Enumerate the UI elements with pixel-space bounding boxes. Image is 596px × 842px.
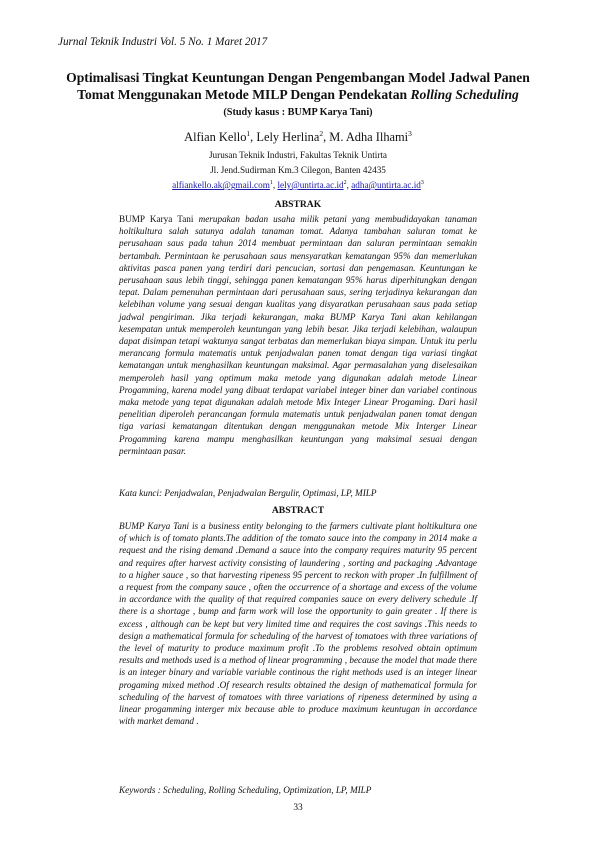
email-3-sup: 3 bbox=[420, 180, 424, 186]
author-3-sup: 3 bbox=[408, 129, 412, 138]
author-1-sup: 1 bbox=[246, 129, 251, 138]
abstrak-lead: BUMP Karya Tani bbox=[119, 214, 194, 224]
title-line-2: Tomat Menggunakan Metode MILP Dengan Pendekatan bbox=[77, 87, 411, 102]
abstract-body: BUMP Karya Tani is a business entity belonging to the farmers cultivate plant holtikultura one of which is of tomato plants.The addition of the tomato sauce into the company in 2014 make a request and the rising demand .Demand a sauce into the company requires maturity 95 percent and requires after harvest activity consisting of laundering , sorting and packaging .Advantage to a higher sauce , so that harvesting ripeness 95 percent to reckon with proper .In fulfillment of a request from the company sauce , often the occurrence of a shortage and excess of the volume in accordance with the quality of that required companies sauce on every delivery schedule .If there is a shortage , bump and farm work will lose the opportunity to gain greater . If there is excess , although can be kept but very limited time and requires the cost savings .This needs to design a mathematical formula for scheduling of the harvest of tomatoes with three variations of the level of maturity to produce maximum profit .To the problems resolved obtain optimum results and methods used is a method of linear programming , because the model that made there is an integer binary and variable variable continous the right methods used is an integer linear progaming mixed method .Of research results obtained the design of mathematical formula for scheduling of the harvest of tomatoes with three variations of ripeness determined by using a linear progamming interger mix because able to produce maximum keuntugan in accordance with market demand . bbox=[119, 521, 477, 727]
author-1: Alfian Kello bbox=[184, 130, 247, 145]
email-link-1[interactable]: alfiankello.ak@gmail.com bbox=[172, 180, 270, 191]
email-1-sup: 1 bbox=[269, 180, 273, 186]
abstrak-heading: ABSTRAK bbox=[274, 199, 322, 210]
author-2: Lely Herlina bbox=[256, 130, 320, 145]
author-3: M. Adha Ilhami bbox=[329, 130, 409, 145]
journal-header: Jurnal Teknik Industri Vol. 5 No. 1 Maret 2017 bbox=[58, 36, 268, 48]
email-2-sup: 2 bbox=[343, 180, 347, 186]
author-2-sup: 2 bbox=[319, 129, 324, 138]
title-line-1: Optimalisasi Tingkat Keuntungan Dengan Pengembangan Model Jadwal Panen bbox=[66, 70, 530, 85]
email-list: alfiankello.ak@gmail.com$^1$, $lely@untirta.ac.id^2$, $adha@untirta.ac.id^3$ bbox=[172, 180, 424, 191]
author-list: Alfian Kello$^1$, Lely Herlina$^2$, M. Adha Ilhami$^3$ bbox=[184, 129, 412, 145]
abstrak-text: merupakan badan usaha milik petani yang membudidayakan tanaman holtikultura salah satunya adalah tanaman tomat. Adanya tambahan saluran tomat ke perusahaan saus pada tahun 2014 membuat permintaan dan saluran permintaan semakin bertambah. Permintaan ke perusahaan saus mensyaratkan kematangan 95% dan memerlukan aktivitas pasca panen yang terdiri dari pencucian, sortasi dan pengemasan. Keuntungan ke perusahaan saus lebih tinggi, sehingga panen kematangan 95% harus diperhitungkan dengan tepat. Dalam pemenuhan permintaan dari perusahaan saus, sering terjadinya kekurangan dan kelebihan volume yang sesuai dengan kualitas yang disyaratkan perusahaan saus pada setiap jadwal pengiriman. Jika terjadi kekurangan, maka BUMP Karya Tani akan kehilangan kesempatan untuk memperoleh keuntungan yang lebih besar. Jika terjadi kelebihan, walaupun dapat disimpan tetapi waktunya sangat terbatas dan memerlukan biaya simpan. Untuk itu perlu merancang formula matematis untuk penjadwalan panen tomat dengan tiga variasi tingkat kematangan untuk menghasilkan keuntungan maksimal. Agar permasalahan yang diselesaikan memperoleh hasil yang optimum maka metode yang digunakan adalah metode Linear Progamming, karena model yang dibuat terdapat variabel integer biner dan variabel continous maka metode yang tepat digunakan adalah metode Mix Integer Linear Progaming. Dari hasil penelitian diperoleh perancangan formula matematis untuk penjadwalan panen tomat dengan tiga variasi kematangan ditentukan dengan menggunakan metode Mix Interger Linear Progamming karena mampu menghasilkan keuntungan yang maksimal sesuai dengan permintaan pasar. bbox=[119, 214, 477, 456]
affiliation-address: Jl. Jend.Sudirman Km.3 Cilegon, Banten 42435 bbox=[210, 165, 386, 175]
page-number: 33 bbox=[293, 803, 303, 813]
title-line-2-italic: Rolling Scheduling bbox=[410, 87, 519, 102]
abstrak-body bbox=[119, 213, 477, 457]
affiliation-department: Jurusan Teknik Industri, Fakultas Teknik Untirta bbox=[208, 150, 388, 160]
paper-title bbox=[40, 69, 556, 103]
email-link-2[interactable]: lely@untirta.ac.id bbox=[277, 180, 344, 191]
abstract-heading: ABSTRACT bbox=[271, 505, 325, 516]
abstract-keywords: Keywords : Scheduling, Rolling Scheduling, Optimization, LP, MILP bbox=[119, 785, 372, 795]
email-link-3[interactable]: adha@untirta.ac.id bbox=[351, 180, 421, 191]
study-case: (Study kasus : BUMP Karya Tani) bbox=[223, 107, 373, 118]
abstrak-keywords: Kata kunci: Penjadwalan, Penjadwalan Bergulir, Optimasi, LP, MILP bbox=[119, 488, 377, 498]
